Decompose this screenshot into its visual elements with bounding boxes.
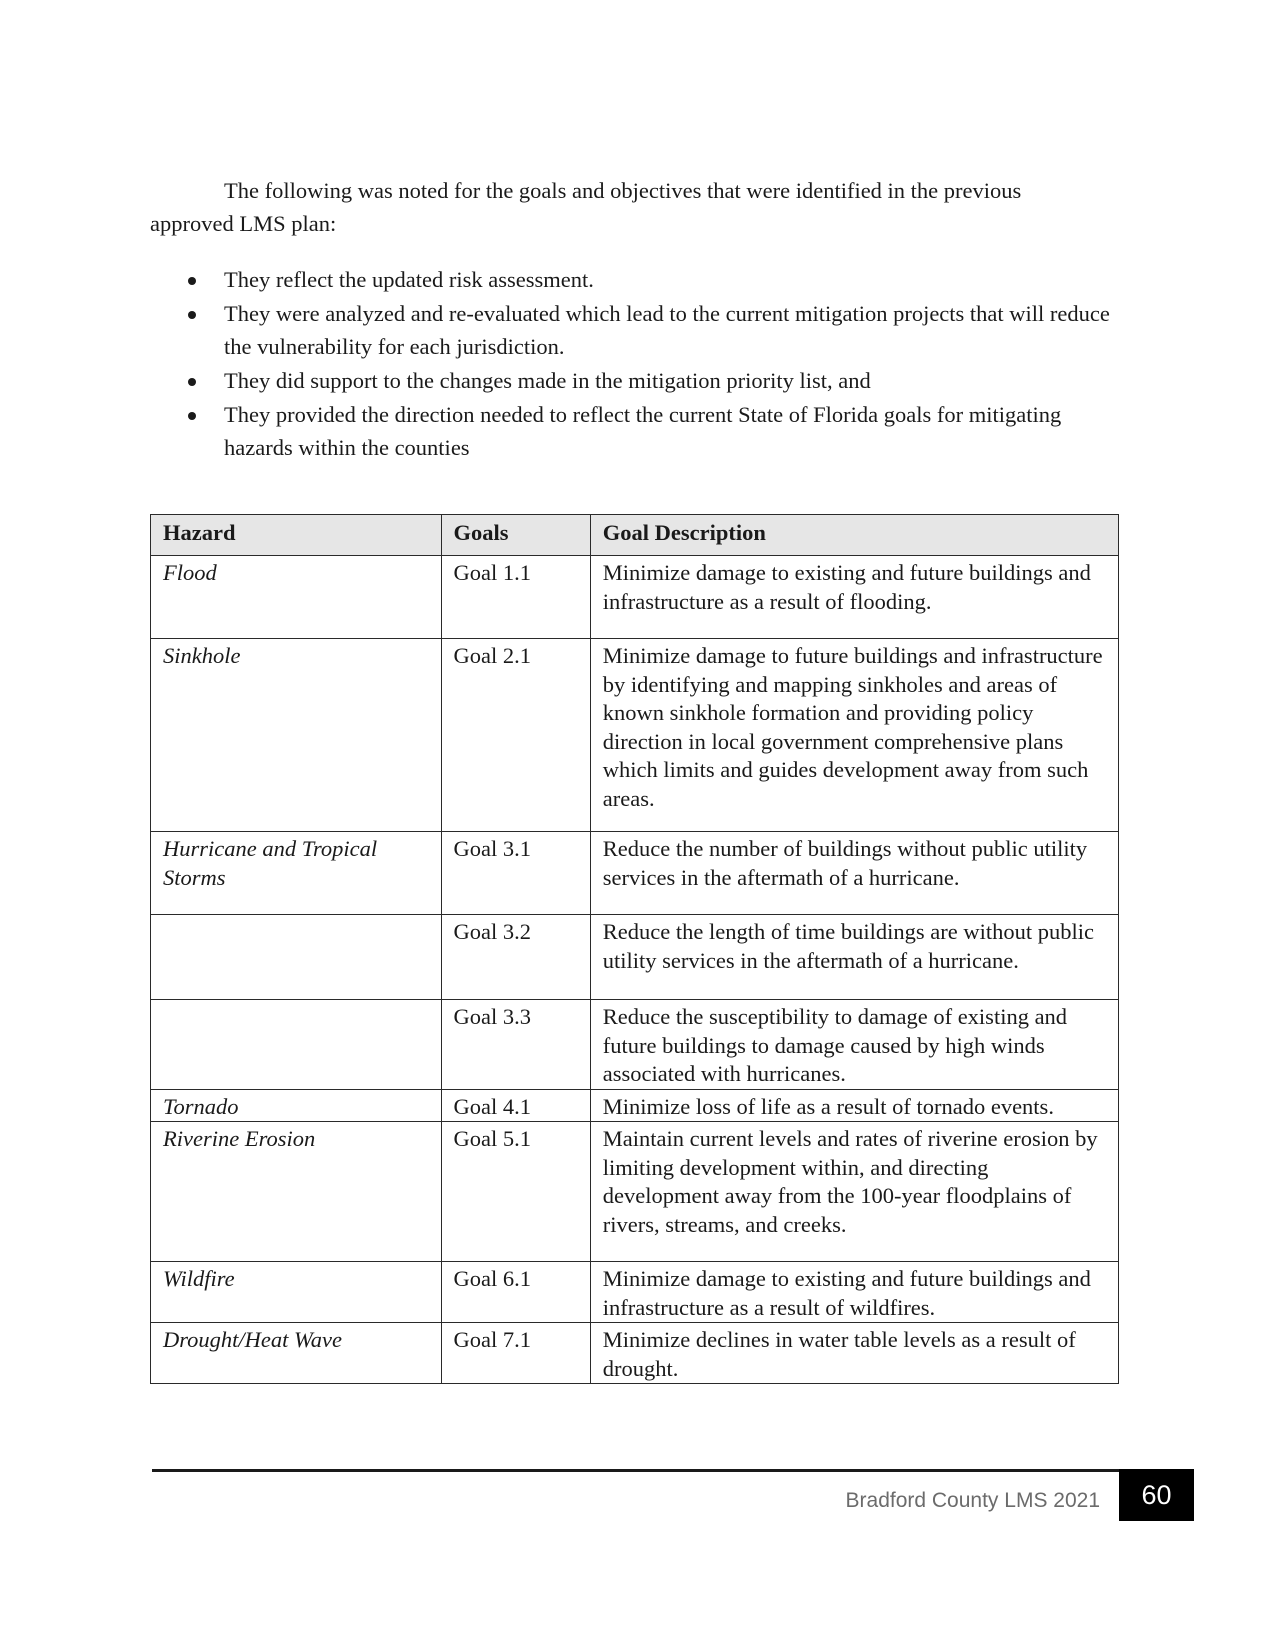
goal-cell: Goal 7.1 — [441, 1323, 590, 1384]
bullet-icon — [188, 378, 196, 386]
footer-document-title: Bradford County LMS 2021 — [845, 1489, 1100, 1512]
description-cell: Reduce the susceptibility to damage of existing and future buildings to damage caused by high winds associated with hurricanes. — [590, 1000, 1118, 1090]
goal-cell: Goal 5.1 — [441, 1122, 590, 1262]
intro-paragraph — [150, 174, 1110, 240]
table-row — [151, 1262, 1119, 1323]
description-cell: Maintain current levels and rates of riverine erosion by limiting development within, and directing development away from the 100-year floodplains of rivers, streams, and creeks. — [590, 1122, 1118, 1262]
table-row — [151, 1323, 1119, 1384]
header-goals: Goals — [441, 515, 590, 556]
hazard-cell: Riverine Erosion — [151, 1122, 442, 1262]
hazard-cell: Flood — [151, 556, 442, 639]
findings-list — [150, 263, 1110, 465]
goal-cell: Goal 6.1 — [441, 1262, 590, 1323]
footer-divider — [152, 1469, 1120, 1472]
list-item: They did support to the changes made in the mitigation priority list, and — [150, 364, 1110, 397]
description-cell: Minimize declines in water table levels as a result of drought. — [590, 1323, 1118, 1384]
hazard-cell: Hurricane and Tropical Storms — [151, 832, 442, 915]
description-cell: Minimize loss of life as a result of tornado events. — [590, 1089, 1118, 1122]
intro-text: The following was noted for the goals and objectives that were identified in the previous approved LMS plan: — [150, 178, 1022, 236]
hazard-cell — [151, 915, 442, 1000]
table-row — [151, 556, 1119, 639]
table-row — [151, 1089, 1119, 1122]
goal-cell: Goal 2.1 — [441, 639, 590, 832]
description-cell: Reduce the number of buildings without public utility services in the aftermath of a hurricane. — [590, 832, 1118, 915]
description-cell: Minimize damage to future buildings and infrastructure by identifying and mapping sinkholes and areas of known sinkhole formation and providing policy direction in local government comprehensive plans which limits and guides development away from such areas. — [590, 639, 1118, 832]
hazard-cell: Drought/Heat Wave — [151, 1323, 442, 1384]
description-cell: Minimize damage to existing and future buildings and infrastructure as a result of wildfires. — [590, 1262, 1118, 1323]
bullet-icon — [188, 412, 196, 420]
table-row — [151, 639, 1119, 832]
header-hazard: Hazard — [151, 515, 442, 556]
hazard-cell: Sinkhole — [151, 639, 442, 832]
goal-cell: Goal 3.3 — [441, 1000, 590, 1090]
description-cell: Minimize damage to existing and future buildings and infrastructure as a result of flooding. — [590, 556, 1118, 639]
goal-cell: Goal 1.1 — [441, 556, 590, 639]
goal-cell: Goal 3.2 — [441, 915, 590, 1000]
table-header-row — [151, 515, 1119, 556]
description-cell: Reduce the length of time buildings are without public utility services in the aftermath of a hurricane. — [590, 915, 1118, 1000]
page-number: 60 — [1119, 1469, 1194, 1521]
bullet-icon — [188, 311, 196, 319]
hazard-goals-table — [150, 514, 1119, 1384]
bullet-icon — [188, 277, 196, 285]
header-goal-description: Goal Description — [590, 515, 1118, 556]
list-item: They provided the direction needed to reflect the current State of Florida goals for mitigating hazards within the counties — [150, 398, 1110, 464]
table-row — [151, 1000, 1119, 1090]
hazard-cell — [151, 1000, 442, 1090]
table-row — [151, 915, 1119, 1000]
hazard-cell: Wildfire — [151, 1262, 442, 1323]
goal-cell: Goal 4.1 — [441, 1089, 590, 1122]
list-item: They were analyzed and re-evaluated which lead to the current mitigation projects that will reduce the vulnerability for each jurisdiction. — [150, 297, 1110, 363]
hazard-cell: Tornado — [151, 1089, 442, 1122]
table-row — [151, 832, 1119, 915]
goal-cell: Goal 3.1 — [441, 832, 590, 915]
table-row — [151, 1122, 1119, 1262]
list-item: They reflect the updated risk assessment. — [150, 263, 1110, 296]
